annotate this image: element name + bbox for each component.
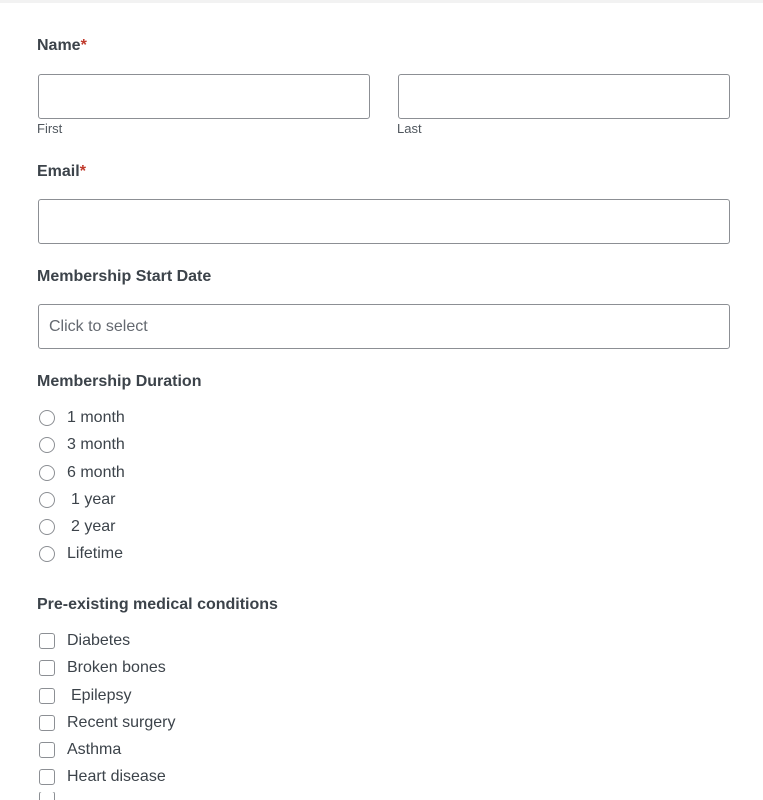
checkbox[interactable] — [39, 715, 55, 731]
checkbox[interactable] — [39, 769, 55, 785]
name-required-mark: * — [80, 37, 87, 54]
condition-option-label: Diabetes — [67, 632, 131, 649]
conditions-label: Pre-existing medical conditions — [37, 596, 278, 613]
radio-button[interactable] — [39, 437, 55, 453]
email-input[interactable] — [38, 199, 730, 244]
email-label — [37, 162, 86, 182]
duration-label: Membership Duration — [37, 373, 202, 390]
duration-option-label: 6 month — [67, 464, 125, 481]
radio-button[interactable] — [39, 492, 55, 508]
checkbox[interactable] — [39, 660, 55, 676]
radio-button[interactable] — [39, 465, 55, 481]
radio-button[interactable] — [39, 410, 55, 426]
duration-option[interactable] — [39, 463, 125, 483]
start-date-label: Membership Start Date — [37, 268, 212, 285]
duration-option[interactable] — [39, 490, 115, 510]
duration-option-label: 1 year — [71, 491, 116, 508]
start-date-input[interactable] — [38, 304, 730, 349]
condition-option-label: Asthma — [67, 741, 122, 758]
condition-option-partial[interactable] — [39, 792, 55, 800]
email-label-text: Email — [37, 163, 80, 180]
duration-option-label: 2 year — [71, 518, 116, 535]
duration-option-label: Lifetime — [67, 545, 124, 562]
condition-option[interactable] — [39, 740, 121, 760]
condition-option[interactable] — [39, 713, 176, 733]
duration-option[interactable] — [39, 435, 125, 455]
condition-option[interactable] — [39, 767, 166, 787]
last-name-input[interactable] — [398, 74, 730, 119]
radio-button[interactable] — [39, 546, 55, 562]
condition-option[interactable] — [39, 686, 131, 706]
duration-option[interactable] — [39, 408, 125, 428]
duration-option[interactable] — [39, 517, 115, 537]
name-label-text: Name — [37, 37, 81, 54]
condition-option-label: Epilepsy — [71, 687, 132, 704]
condition-option-label: Heart disease — [67, 768, 166, 785]
condition-option[interactable] — [39, 658, 166, 678]
first-name-sublabel: First — [37, 121, 63, 136]
radio-button[interactable] — [39, 519, 55, 535]
first-name-input[interactable] — [38, 74, 370, 119]
duration-option[interactable] — [39, 544, 123, 564]
name-label — [37, 36, 87, 56]
duration-option-label: 3 month — [67, 436, 125, 453]
email-required-mark: * — [79, 163, 86, 180]
checkbox[interactable] — [39, 792, 55, 800]
last-name-sublabel: Last — [397, 121, 422, 136]
condition-option-label: Broken bones — [67, 659, 166, 676]
checkbox[interactable] — [39, 633, 55, 649]
checkbox[interactable] — [39, 688, 55, 704]
checkbox[interactable] — [39, 742, 55, 758]
condition-option[interactable] — [39, 631, 130, 651]
duration-option-label: 1 month — [67, 409, 125, 426]
condition-option-label: Recent surgery — [67, 714, 176, 731]
top-divider — [0, 0, 763, 3]
